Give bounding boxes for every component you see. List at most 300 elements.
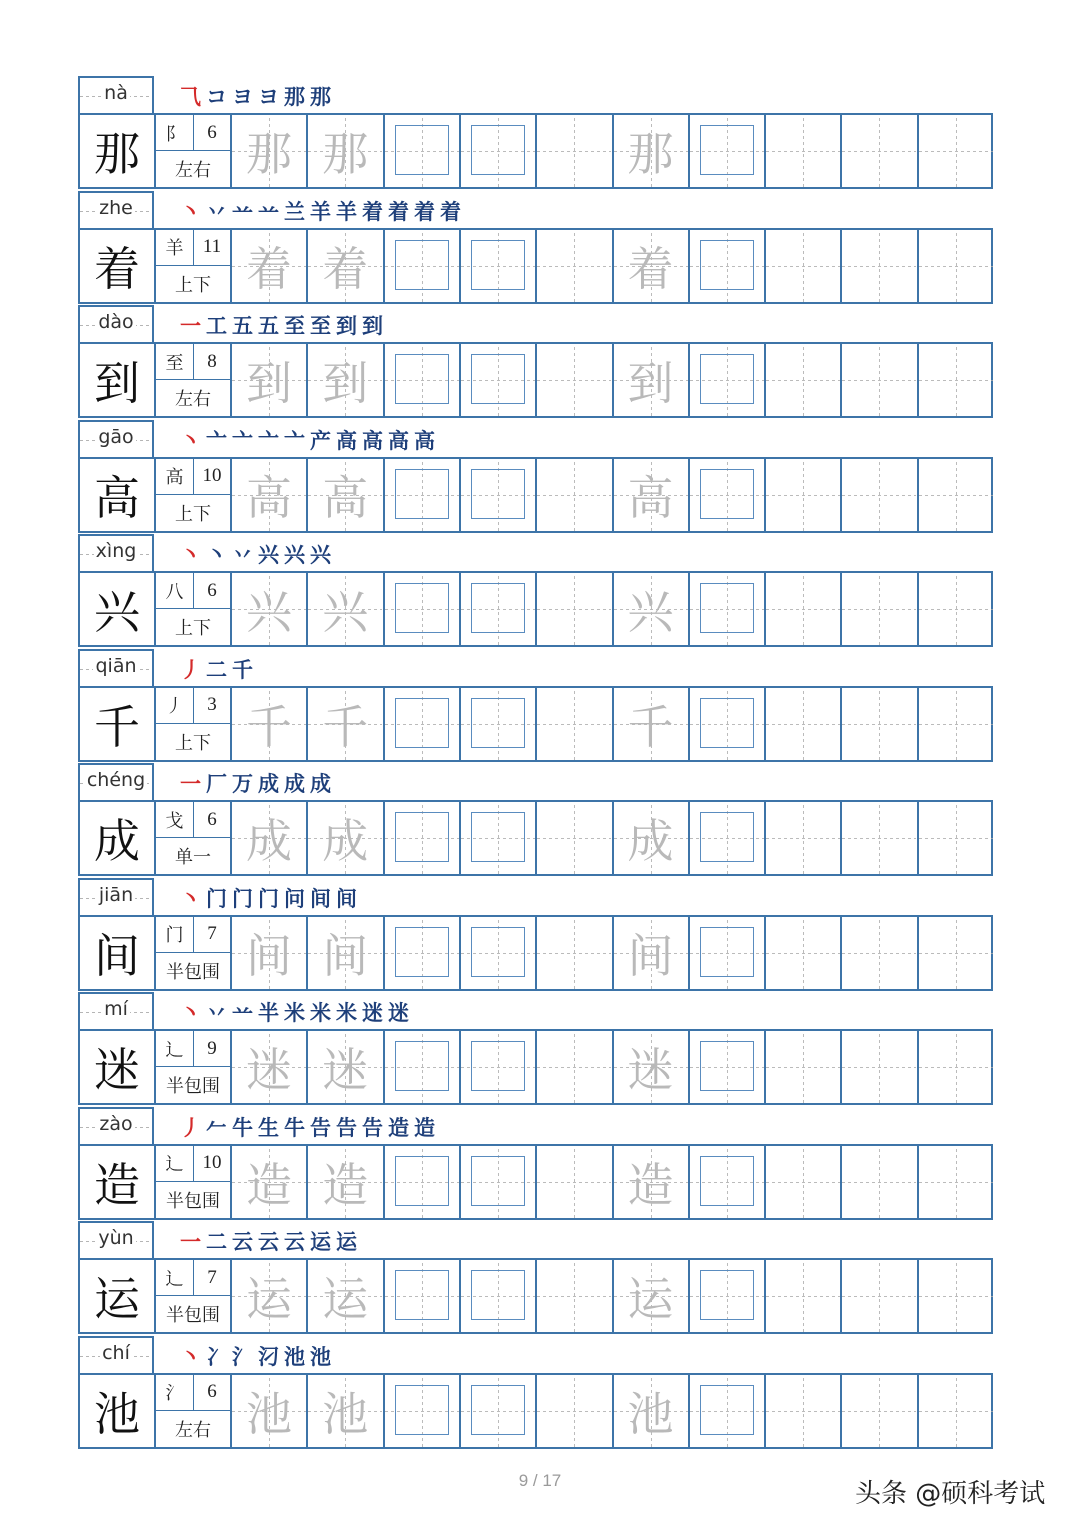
practice-cell[interactable] (840, 1375, 916, 1447)
practice-cell[interactable] (383, 573, 459, 645)
practice-cell[interactable] (535, 917, 611, 989)
trace-character: 池 (246, 1386, 292, 1441)
practice-cell[interactable] (459, 115, 535, 187)
stroke-step: 五 (232, 314, 253, 338)
practice-cell[interactable] (917, 1260, 993, 1332)
char-info (154, 1260, 230, 1332)
stroke-step: 𠂉 (206, 1115, 227, 1140)
stroke-order (180, 994, 409, 1026)
practice-cell[interactable] (230, 230, 306, 302)
writing-frame (395, 469, 449, 519)
main-character: 运 (94, 1272, 140, 1326)
practice-cell[interactable] (306, 573, 382, 645)
char-row (78, 915, 993, 991)
practice-cell[interactable] (840, 688, 916, 760)
practice-cell[interactable] (612, 802, 688, 874)
practice-cell[interactable] (230, 459, 306, 531)
practice-cell[interactable] (917, 917, 993, 989)
practice-cell[interactable] (535, 1146, 611, 1218)
writing-frame (471, 125, 525, 175)
practice-cell[interactable] (840, 917, 916, 989)
pinyin-text: mí (104, 998, 128, 1020)
writing-frame (471, 812, 525, 862)
main-character: 造 (94, 1157, 140, 1212)
stroke-step: 丶 (180, 886, 201, 911)
stroke-step: 间 (336, 886, 357, 911)
stroke-step: 成 (284, 772, 305, 796)
char-row (78, 1029, 993, 1105)
practice-cell[interactable] (612, 1031, 688, 1103)
char-row (78, 113, 993, 189)
char-row (78, 228, 993, 304)
writing-frame (700, 698, 754, 748)
writing-frame (395, 583, 449, 633)
stroke-step: 着 (362, 199, 383, 224)
practice-cell[interactable] (383, 802, 459, 874)
practice-cell[interactable] (840, 1146, 916, 1218)
stroke-step: 二 (206, 657, 227, 682)
trace-character: 运 (627, 1272, 674, 1326)
stroke-step: 丶 (180, 428, 201, 453)
practice-cell[interactable] (535, 688, 611, 760)
stroke-step: コ (206, 85, 227, 109)
practice-cell[interactable] (840, 459, 916, 531)
practice-cell[interactable] (535, 573, 611, 645)
stroke-step: 运 (310, 1230, 331, 1254)
main-character: 千 (94, 699, 140, 754)
stroke-step: 高 (388, 428, 409, 453)
watermark: 头条 @硕科考试 (855, 1479, 1046, 1509)
trace-character: 那 (627, 127, 674, 181)
writing-frame (700, 469, 754, 519)
practice-cell[interactable] (230, 688, 306, 760)
pinyin-box (78, 763, 154, 800)
practice-cell[interactable] (612, 688, 688, 760)
main-character: 着 (94, 241, 140, 296)
practice-cell[interactable] (840, 230, 916, 302)
practice-cell[interactable] (535, 802, 611, 874)
practice-cell[interactable] (688, 115, 764, 187)
practice-cell[interactable] (688, 1260, 764, 1332)
practice-cell[interactable] (612, 230, 688, 302)
practice-cell[interactable] (383, 917, 459, 989)
practice-cell[interactable] (917, 1146, 993, 1218)
practice-cell[interactable] (612, 573, 688, 645)
trace-character: 到 (627, 356, 674, 410)
structure-label: 上下 (175, 503, 211, 525)
practice-cell[interactable] (383, 459, 459, 531)
main-character: 兴 (94, 585, 140, 639)
practice-cell[interactable] (535, 1375, 611, 1447)
trace-character: 着 (322, 241, 369, 296)
stroke-step: 兰 (284, 199, 305, 224)
practice-cell[interactable] (459, 802, 535, 874)
practice-cell[interactable] (688, 917, 764, 989)
trace-character: 运 (322, 1272, 369, 1326)
practice-cell[interactable] (306, 1260, 382, 1332)
practice-cell[interactable] (688, 1375, 764, 1447)
practice-cell[interactable] (230, 802, 306, 874)
practice-cell[interactable] (688, 459, 764, 531)
practice-cell[interactable] (840, 115, 916, 187)
writing-frame (395, 1041, 449, 1091)
stroke-step: 成 (258, 772, 279, 796)
char-info (154, 802, 230, 874)
practice-cell[interactable] (917, 459, 993, 531)
practice-cell[interactable] (535, 1260, 611, 1332)
practice-cell[interactable] (612, 1146, 688, 1218)
trace-character: 兴 (246, 585, 292, 639)
stroke-step: 工 (206, 314, 227, 338)
trace-character: 到 (322, 356, 369, 410)
radical: 羊 (156, 230, 194, 266)
practice-cell[interactable] (306, 115, 382, 187)
writing-frame (395, 698, 449, 748)
practice-cell[interactable] (230, 917, 306, 989)
radical: 丿 (156, 688, 194, 724)
practice-cell[interactable] (535, 1031, 611, 1103)
practice-cell[interactable] (230, 1375, 306, 1447)
pinyin-box (78, 76, 154, 113)
practice-cell[interactable] (764, 917, 840, 989)
practice-cell[interactable] (383, 344, 459, 416)
stroke-count: 6 (194, 573, 230, 609)
trace-character: 造 (627, 1157, 674, 1212)
pinyin-text: qiān (95, 654, 137, 677)
writing-frame (471, 583, 525, 633)
stroke-step: 一 (180, 772, 201, 796)
practice-cell[interactable] (535, 230, 611, 302)
trace-character: 间 (627, 928, 674, 983)
practice-cell[interactable] (917, 115, 993, 187)
practice-cell[interactable] (917, 573, 993, 645)
writing-frame (471, 240, 525, 290)
trace-character: 池 (627, 1386, 674, 1441)
stroke-step: 牛 (232, 1115, 253, 1140)
char-info (154, 344, 230, 416)
practice-cell[interactable] (459, 459, 535, 531)
practice-cell[interactable] (764, 1031, 840, 1103)
practice-cell[interactable] (917, 1031, 993, 1103)
stroke-step: 间 (310, 886, 331, 911)
writing-frame (395, 354, 449, 404)
stroke-step: 告 (336, 1115, 357, 1140)
practice-cell[interactable] (764, 688, 840, 760)
stroke-step: 着 (414, 199, 435, 224)
practice-cell[interactable] (459, 1260, 535, 1332)
practice-cell[interactable] (383, 1260, 459, 1332)
writing-frame (700, 240, 754, 290)
main-character: 池 (94, 1386, 140, 1441)
stroke-step: 厂 (206, 772, 227, 796)
pinyin-box (78, 420, 154, 457)
practice-cell[interactable] (764, 1146, 840, 1218)
pinyin-text: zhe (99, 196, 133, 219)
pinyin-box (78, 1221, 154, 1258)
stroke-step: 一 (180, 1230, 201, 1254)
practice-cell[interactable] (688, 230, 764, 302)
practice-cell[interactable] (535, 459, 611, 531)
stroke-step: 米 (284, 1001, 305, 1025)
practice-cell[interactable] (764, 1375, 840, 1447)
practice-cell[interactable] (764, 115, 840, 187)
stroke-order (180, 651, 253, 683)
practice-cell[interactable] (688, 802, 764, 874)
practice-cell[interactable] (688, 1146, 764, 1218)
stroke-step: 迷 (388, 1001, 409, 1025)
practice-cell[interactable] (612, 1375, 688, 1447)
stroke-step: 䒑 (232, 1001, 253, 1025)
radical: 辶 (156, 1146, 194, 1182)
radical: 高 (156, 459, 194, 495)
char-info (154, 688, 230, 760)
practice-cell[interactable] (459, 1031, 535, 1103)
practice-cell[interactable] (840, 573, 916, 645)
stroke-step: 那 (310, 85, 331, 109)
writing-frame (700, 1156, 754, 1206)
structure-label: 单一 (175, 847, 211, 868)
stroke-order (180, 765, 331, 797)
writing-frame (700, 583, 754, 633)
stroke-order (180, 880, 357, 912)
stroke-step: 那 (284, 85, 305, 109)
stroke-step: 羊 (336, 199, 357, 224)
writing-frame (395, 927, 449, 977)
radical: 至 (156, 344, 194, 380)
practice-cell[interactable] (306, 230, 382, 302)
practice-cell[interactable] (535, 344, 611, 416)
practice-cell[interactable] (306, 1146, 382, 1218)
trace-character: 造 (246, 1157, 292, 1212)
trace-character: 迷 (246, 1043, 292, 1097)
stroke-step: 云 (284, 1230, 305, 1254)
pinyin-text: dào (98, 311, 134, 333)
char-row (78, 1258, 993, 1334)
trace-character: 迷 (322, 1043, 369, 1097)
practice-cell[interactable] (840, 344, 916, 416)
practice-cell[interactable] (612, 917, 688, 989)
char-info (154, 1031, 230, 1103)
practice-cell[interactable] (383, 688, 459, 760)
stroke-order (180, 193, 461, 225)
pinyin-text: yùn (98, 1227, 134, 1249)
char-info (154, 1375, 230, 1447)
practice-cell[interactable] (306, 1031, 382, 1103)
pinyin-text: xìng (95, 540, 137, 562)
stroke-step: 池 (284, 1344, 305, 1369)
trace-character: 那 (322, 127, 369, 181)
stroke-step: 五 (258, 314, 279, 338)
practice-cell[interactable] (306, 344, 382, 416)
stroke-step: 半 (258, 1001, 279, 1025)
stroke-step: 二 (206, 1230, 227, 1254)
practice-cell[interactable] (535, 115, 611, 187)
stroke-step: 兴 (310, 543, 331, 567)
stroke-step: 亠 (232, 428, 253, 453)
practice-cell[interactable] (383, 1375, 459, 1447)
structure-label: 左右 (175, 160, 211, 181)
practice-cell[interactable] (688, 1031, 764, 1103)
trace-character: 高 (627, 470, 674, 525)
trace-character: 那 (246, 127, 292, 181)
stroke-step: 门 (206, 886, 227, 911)
practice-cell[interactable] (306, 802, 382, 874)
pinyin-box (78, 992, 154, 1029)
structure-label: 上下 (175, 618, 211, 639)
char-row (78, 1373, 993, 1449)
practice-cell[interactable] (612, 459, 688, 531)
stroke-step: 着 (388, 199, 409, 224)
practice-cell[interactable] (764, 573, 840, 645)
practice-cell[interactable] (459, 344, 535, 416)
pinyin-box (78, 191, 154, 228)
structure-label: 上下 (175, 274, 211, 296)
practice-cell[interactable] (230, 115, 306, 187)
pinyin-text: gāo (98, 425, 134, 448)
stroke-step: 至 (310, 314, 331, 338)
practice-cell[interactable] (917, 344, 993, 416)
pinyin-box (78, 1107, 154, 1144)
structure-label: 半包围 (166, 1076, 220, 1097)
char-info (154, 115, 230, 187)
writing-frame (395, 812, 449, 862)
practice-cell[interactable] (459, 917, 535, 989)
practice-cell[interactable] (383, 115, 459, 187)
practice-cell[interactable] (688, 573, 764, 645)
stroke-step: 丿 (180, 657, 201, 682)
structure-label: 上下 (175, 732, 211, 754)
practice-cell[interactable] (612, 1260, 688, 1332)
practice-cell[interactable] (917, 688, 993, 760)
main-character: 高 (94, 470, 140, 525)
practice-cell[interactable] (230, 1146, 306, 1218)
practice-cell[interactable] (917, 1375, 993, 1447)
writing-frame (700, 812, 754, 862)
practice-cell[interactable] (383, 1031, 459, 1103)
stroke-step: 氵 (232, 1344, 253, 1369)
stroke-step: 门 (258, 886, 279, 911)
radical: 戈 (156, 802, 194, 838)
writing-frame (471, 1041, 525, 1091)
practice-cell[interactable] (764, 230, 840, 302)
writing-frame (471, 469, 525, 519)
stroke-step: 门 (232, 886, 253, 911)
stroke-step: 产 (310, 428, 331, 453)
stroke-order (180, 307, 383, 339)
practice-cell[interactable] (764, 459, 840, 531)
stroke-step: 高 (336, 428, 357, 453)
stroke-count: 11 (194, 230, 230, 266)
trace-character: 迷 (627, 1043, 674, 1097)
stroke-step: 一 (180, 314, 201, 338)
practice-cell[interactable] (459, 688, 535, 760)
trace-character: 成 (627, 814, 674, 868)
stroke-step: 到 (336, 314, 357, 338)
practice-cell[interactable] (230, 1031, 306, 1103)
practice-cell[interactable] (459, 1146, 535, 1218)
writing-frame (471, 927, 525, 977)
pinyin-text: jiān (98, 883, 134, 906)
practice-cell[interactable] (840, 802, 916, 874)
stroke-order (180, 1223, 357, 1255)
stroke-step: 冫 (206, 1344, 227, 1369)
stroke-step: 告 (310, 1115, 331, 1140)
pinyin-text: chéng (86, 769, 146, 791)
stroke-count: 10 (194, 1146, 230, 1182)
stroke-order (180, 78, 331, 110)
practice-cell[interactable] (306, 688, 382, 760)
pinyin-box (78, 878, 154, 915)
stroke-step: 生 (258, 1115, 279, 1140)
writing-frame (471, 1156, 525, 1206)
pinyin-text: chí (102, 1341, 130, 1364)
practice-cell[interactable] (917, 230, 993, 302)
trace-character: 高 (322, 470, 369, 525)
practice-cell[interactable] (764, 1260, 840, 1332)
practice-cell[interactable] (840, 1260, 916, 1332)
practice-cell[interactable] (383, 1146, 459, 1218)
trace-character: 成 (246, 814, 292, 868)
practice-cell[interactable] (612, 115, 688, 187)
practice-cell[interactable] (306, 917, 382, 989)
practice-cell[interactable] (306, 459, 382, 531)
radical: 八 (156, 573, 194, 609)
practice-cell[interactable] (688, 688, 764, 760)
char-row (78, 686, 993, 762)
stroke-step: 丶 (180, 1001, 201, 1025)
trace-character: 千 (322, 699, 369, 754)
stroke-step: 羊 (310, 199, 331, 224)
stroke-step: 亠 (206, 428, 227, 453)
char-row (78, 571, 993, 647)
stroke-step: 丿 (180, 1115, 201, 1140)
stroke-step: 丷 (206, 1001, 227, 1025)
practice-cell[interactable] (688, 344, 764, 416)
stroke-step: 到 (362, 314, 383, 338)
writing-frame (700, 1041, 754, 1091)
practice-cell[interactable] (230, 1260, 306, 1332)
practice-cell[interactable] (383, 230, 459, 302)
stroke-step: 丷 (206, 199, 227, 224)
trace-character: 兴 (627, 585, 674, 639)
practice-cell[interactable] (230, 573, 306, 645)
stroke-count: 7 (194, 1260, 230, 1296)
stroke-count: 6 (194, 802, 230, 838)
practice-cell[interactable] (459, 230, 535, 302)
radical: 氵 (156, 1375, 194, 1411)
trace-character: 到 (246, 356, 292, 410)
stroke-step: 米 (310, 1001, 331, 1025)
pinyin-text: zào (99, 1112, 133, 1135)
writing-frame (395, 1156, 449, 1206)
practice-cell[interactable] (764, 344, 840, 416)
practice-cell[interactable] (612, 344, 688, 416)
structure-label: 半包围 (166, 1190, 220, 1212)
stroke-step: 告 (362, 1115, 383, 1140)
stroke-count: 6 (194, 115, 230, 151)
practice-cell[interactable] (459, 1375, 535, 1447)
trace-character: 兴 (322, 585, 369, 639)
practice-cell[interactable] (764, 802, 840, 874)
practice-cell[interactable] (306, 1375, 382, 1447)
practice-cell[interactable] (459, 573, 535, 645)
practice-cell[interactable] (840, 1031, 916, 1103)
char-row (78, 800, 993, 876)
trace-character: 间 (322, 928, 369, 983)
practice-cell[interactable] (917, 802, 993, 874)
stroke-step: 至 (284, 314, 305, 338)
practice-cell[interactable] (230, 344, 306, 416)
